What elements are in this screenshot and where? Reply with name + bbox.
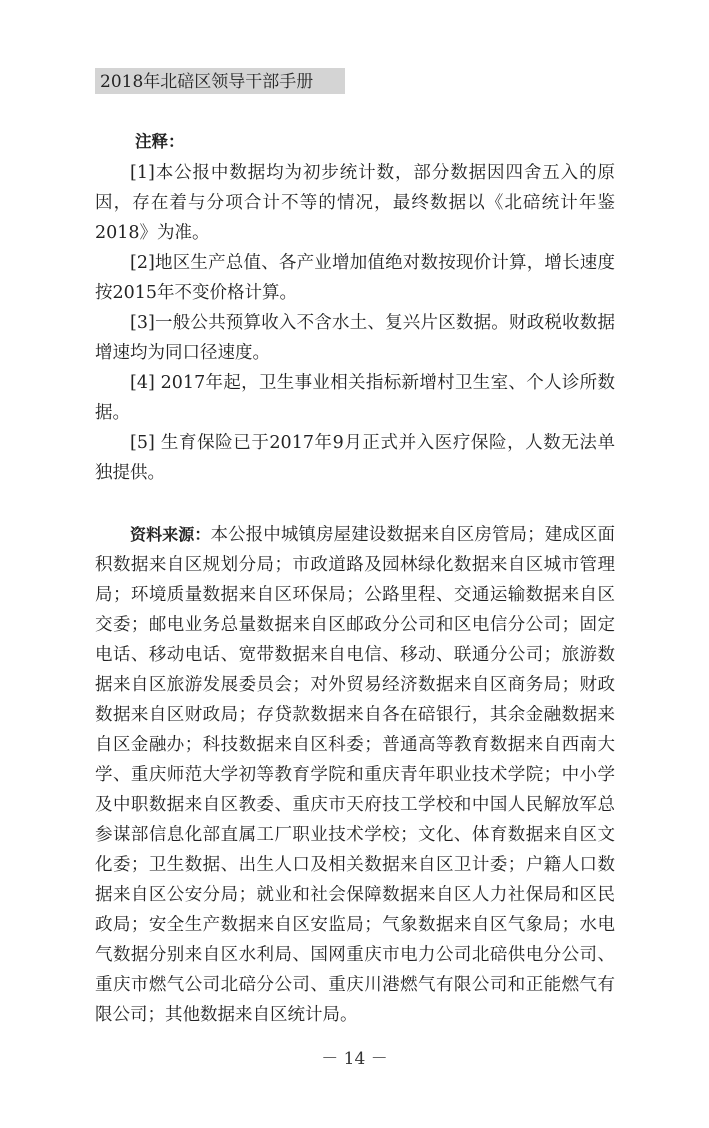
note-2: [2]地区生产总值、各产业增加值绝对数按现价计算，增长速度按2015年不变价格计算。 (95, 253, 615, 303)
note-5: [5] 生育保险已于2017年9月正式并入医疗保险，人数无法单独提供。 (95, 433, 615, 483)
page-content (95, 128, 615, 1030)
sources-paragraph (95, 520, 615, 1030)
page-number: － 14 － (321, 1049, 388, 1069)
note-3: [3]一般公共预算收入不含水土、复兴片区数据。财政税收数据增速均为同口径速度。 (95, 313, 615, 363)
running-header-title: 2018年北碚区领导干部手册 (100, 72, 314, 92)
sources-text: 本公报中城镇房屋建设数据来自区房管局；建成区面积数据来自区规划分局；市政道路及园林绿化数据来自区城市管理局；环境质量数据来自区环保局；公路里程、交通运输数据来自区交委；邮电业务总量数据来自区邮政分公司和区电信分公司；固定电话、移动电话、宽带数据来自电信、移动、联通分公司；旅游数据来自区旅游发展委员会；对外贸易经济数据来自区商务局；财政数据来自区财政局；存贷款数据来自各在碚银行，其余金融数据来自区金融办；科技数据来自区科委；普通高等教育数据来自西南大学、重庆师范大学初等教育学院和重庆青年职业技术学院；中小学及中职数据来自区教委、重庆市天府技工学校和中国人民解放军总参谋部信息化部直属工厂职业技术学校；文化、体育数据来自区文化委；卫生数据、出生人口及相关数据来自区卫计委；户籍人口数据来自区公安分局；就业和社会保障数据来自区人力社保局和区民政局；安全生产数据来自区安监局；气象数据来自区气象局；水电气数据分别来自区水利局、国网重庆市电力公司北碚供电分公司、重庆市燃气公司北碚分公司、重庆川港燃气有限公司和正能燃气有限公司；其他数据来自区统计局。 (95, 525, 615, 1025)
notes-heading: 注释： (135, 132, 185, 151)
sources-label: 资料来源： (130, 525, 211, 544)
note-1: [1]本公报中数据均为初步统计数，部分数据因四舍五入的原因，存在着与分项合计不等的情况，最终数据以《北碚统计年鉴2018》为准。 (95, 163, 615, 243)
note-4: [4] 2017年起，卫生事业相关指标新增村卫生室、个人诊所数据。 (95, 373, 615, 423)
